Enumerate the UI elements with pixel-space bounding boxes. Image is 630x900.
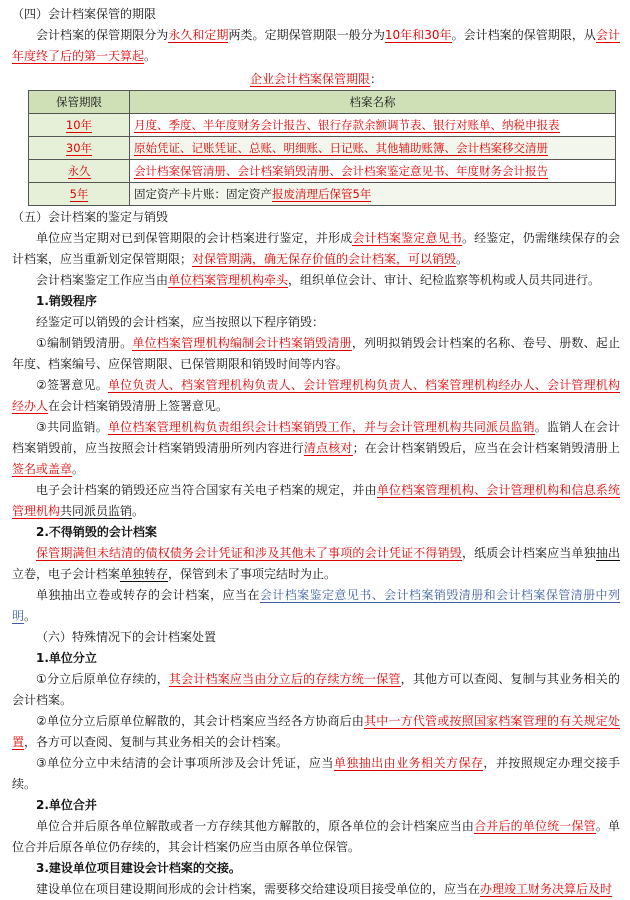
not-destroyable-heading: 2.不得销毁的会计档案 <box>36 525 157 539</box>
text: ，保管到未了事项完结时为止。 <box>168 567 337 581</box>
text: 。 <box>24 609 37 623</box>
archive-value: 会计档案保管清册、会计档案销毁清册、会计档案鉴定意见书、年度财务会计报告 <box>134 164 548 178</box>
division-heading: 1.单位分立 <box>36 651 97 665</box>
table-row <box>29 183 616 206</box>
text: 电子会计档案的销毁还应当符合国家有关电子档案的规定，并由 <box>36 483 377 497</box>
table-header-row <box>29 91 616 114</box>
text: 会计档案鉴定工作应当由 <box>36 273 169 287</box>
text: 。监销人在会计档案销毁前，应当按照会计档案销毁清册所列内容进行 <box>12 420 620 455</box>
construction-heading: 3.建设单位项目建设会计档案的交接。 <box>36 861 241 875</box>
period-cell <box>29 137 130 160</box>
period-cell <box>29 114 130 137</box>
text: 单位应当定期对已到保管期限的会计档案进行鉴定，并形成 <box>36 231 353 245</box>
retention-table <box>28 90 616 206</box>
text: 。 <box>72 462 85 476</box>
highlight: 合并后的单位统一保管 <box>474 819 596 833</box>
header-archive-name: 档案名称 <box>130 91 616 114</box>
section-4-heading: （四）会计档案保管的期限 <box>12 7 157 21</box>
text: 。 <box>132 504 145 518</box>
text: ③单位分立中未结清的会计事项所涉及会计凭证，应当 <box>36 756 334 770</box>
section-5-heading: （五）会计档案的鉴定与销毁 <box>12 210 169 224</box>
highlight: 10年和30年 <box>384 28 452 42</box>
period-value: 10年 <box>65 118 93 132</box>
highlight: 会计年度终了后的第一天算起 <box>12 28 620 63</box>
table-caption <box>12 69 620 89</box>
underlined-text: 抽出 <box>595 546 620 560</box>
text: 在会计档案销毁清册上签署意见。 <box>48 399 229 413</box>
header-period: 保管期限 <box>29 91 130 114</box>
text: ，各方可以查阅、复制与其业务相关的会计档案。 <box>24 735 289 749</box>
highlight: 办理竣工财务决算后及时 <box>480 882 613 896</box>
highlight: 签名或盖章 <box>12 462 73 476</box>
highlight: 单位负责人、档案管理机构负责人、会计管理机构负责人、档案管理机构经办人、会计管理机构经办人 <box>12 378 620 413</box>
text: ①分立后原单位存续的， <box>36 672 169 686</box>
archive-cell <box>130 114 616 137</box>
text: ，其他方可以查阅、复制与其业务相关的会计档案。 <box>12 672 620 707</box>
highlight: 单位档案管理机构、会计管理机构和信息系统管理机构 <box>12 483 620 518</box>
highlight: 对保管期满，确无保存价值的会计档案，可以销毁 <box>192 252 457 266</box>
archive-value: 月度、季度、半年度财务会计报告、银行存款余额调节表、银行对账单、纳税申报表 <box>134 118 560 132</box>
text: 。单位合并后原各单位仍存续的，其会计档案仍应当由原各单位保管。 <box>12 819 620 854</box>
step-1-paragraph <box>12 333 620 375</box>
text: 立卷，电子会计档案 <box>12 567 121 581</box>
division-3-paragraph <box>12 753 620 795</box>
period-value: 30年 <box>65 141 93 155</box>
appraisal-paragraph <box>12 228 620 270</box>
archive-cell <box>130 137 616 160</box>
text: ；在会计档案销毁后，应当在会计档案销毁清册上 <box>352 441 620 455</box>
section-6-heading: （六）特殊情况下的会计档案处置 <box>36 630 217 644</box>
archive-value: 固定资产卡片账：固定资产 <box>134 187 272 201</box>
separate-filing-paragraph <box>12 585 620 627</box>
archive-highlight: 报废清理后保管5年 <box>272 187 372 201</box>
underlined-text: 共同派员监销 <box>60 504 133 518</box>
highlight: 单位档案管理机构负责组织会计档案销毁工作，并与会计管理机构共同派员监销 <box>107 420 535 434</box>
highlight: 单独抽出由业务相关方保存 <box>333 756 484 770</box>
merger-paragraph <box>12 816 620 858</box>
archive-cell <box>130 160 616 183</box>
procedure-intro: 经鉴定可以销毁的会计档案，应当按照以下程序销毁： <box>36 315 325 329</box>
underlined-text: 单独转存 <box>120 567 169 581</box>
highlight: 会计档案鉴定意见书、会计档案销毁清册和会计档案保管清册中列明 <box>12 588 620 623</box>
text: ，列明拟销毁会计档案的名称、卷号、册数、起止年度、档案编号、应保管期限、已保管期限和销毁时间等内容。 <box>12 336 620 371</box>
step-2-paragraph <box>12 375 620 417</box>
text: 单位合并后原各单位解散或者一方存续其他方解散的，原各单位的会计档案应当由 <box>36 819 475 833</box>
text: 两类。定期保管期限一般分为 <box>228 28 385 42</box>
text: ①编制销毁清册。 <box>36 336 133 350</box>
highlight: 其会计档案应当由分立后的存续方统一保管 <box>168 672 401 686</box>
table-row <box>29 160 616 183</box>
text: ②签署意见。 <box>36 378 108 392</box>
electronic-archive-paragraph <box>12 480 620 522</box>
text: ，纸质会计档案应当单独 <box>461 546 596 560</box>
text: ②单位分立后原单位解散的，其会计档案应当经各方协商后由 <box>36 714 365 728</box>
merger-heading: 2.单位合并 <box>36 798 97 812</box>
not-destroyable-paragraph <box>12 543 620 585</box>
text: ③共同监销。 <box>36 420 108 434</box>
period-cell <box>29 160 130 183</box>
highlight: 清点核对 <box>303 441 353 455</box>
table-row <box>29 114 616 137</box>
period-value: 永久 <box>67 164 91 178</box>
text: ，并按照规定办理交接手续。 <box>12 756 620 791</box>
text: 。会计档案的保管期限，从 <box>451 28 596 42</box>
retention-intro-paragraph <box>12 25 620 67</box>
period-cell <box>29 183 130 206</box>
table-row <box>29 137 616 160</box>
text: 会计档案的保管期限分为 <box>36 28 169 42</box>
highlight: 永久和定期 <box>168 28 229 42</box>
table-caption-text: 企业会计档案保管期限 <box>249 72 370 86</box>
period-value: 5年 <box>69 187 89 201</box>
text: 。 <box>456 252 469 266</box>
step-3-paragraph <box>12 417 620 480</box>
highlight: 其中一方代管或按照国家档案管理的有关规定处置 <box>12 714 620 749</box>
highlight: 单位档案管理机构编制会计档案销毁清册 <box>132 336 352 350</box>
division-2-paragraph <box>12 711 620 753</box>
highlight: 保管期满但未结清的债权债务会计凭证和涉及其他未了事项的会计凭证不得销毁 <box>36 546 462 560</box>
archive-cell <box>130 183 616 206</box>
text: 单独抽出立卷或转存的会计档案，应当在 <box>36 588 260 602</box>
table-caption-colon: ： <box>370 72 383 86</box>
highlight: 会计档案鉴定意见书 <box>352 231 462 245</box>
text: 建设单位在项目建设期间形成的会计档案，需要移交给建设项目接受单位的，应当在 <box>36 882 481 896</box>
archive-value: 原始凭证、记账凭证、总账、明细账、日记账、其他辅助账簿、会计档案移交清册 <box>134 141 548 155</box>
text: 。 <box>144 49 157 63</box>
text: ，组织单位会计、审计、纪检监察等机构或人员共同进行。 <box>288 273 601 287</box>
text: 。经鉴定，仍需继续保存的会计档案，应当重新划定保管期限； <box>12 231 620 266</box>
division-1-paragraph <box>12 669 620 711</box>
appraisal-lead-paragraph <box>12 270 620 291</box>
highlight: 单位档案管理机构牵头 <box>168 273 289 287</box>
construction-paragraph <box>12 879 620 900</box>
destruction-procedure-heading: 1.销毁程序 <box>36 294 97 308</box>
